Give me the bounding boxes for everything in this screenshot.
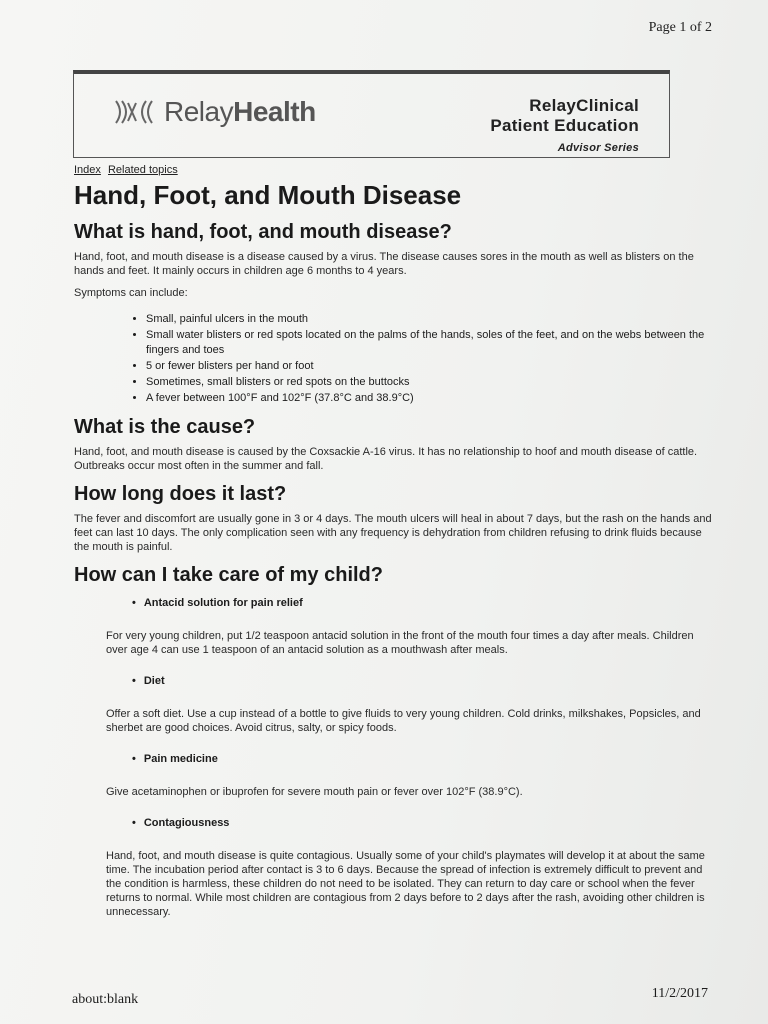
care-item-title: • Contagiousness [132,817,714,829]
product-line-3: Advisor Series [557,142,639,154]
cause-heading: What is the cause? [74,416,256,438]
list-item: • Sometimes, small blisters or red spots on the buttocks [146,375,714,390]
symptoms-intro: Symptoms can include: [74,287,188,299]
relayhealth-logo-icon [112,97,156,127]
page-number: Page 1 of 2 [648,20,712,35]
what-heading: What is hand, foot, and mouth disease? [74,221,452,243]
care-item-text: For very young children, put 1/2 teaspoon antacid solution in the front of the mouth four times a day after meals. Children over age 4 can use 1 teaspoon of an antacid solution as a mouthwash after meals. [106,630,694,656]
product-title [490,96,639,154]
care-item-pain-medicine [74,753,714,799]
article [74,164,714,937]
header-banner [73,70,670,158]
care-item-contagiousness [74,817,714,919]
index-link[interactable]: Index [74,164,101,176]
care-item-title: • Pain medicine [132,753,714,765]
nav-links [74,164,714,176]
symptom-list [74,312,714,406]
footer-date: 11/2/2017 [651,986,708,1001]
list-item: • Small, painful ulcers in the mouth [146,312,714,327]
care-item-text: Hand, foot, and mouth disease is quite contagious. Usually some of your child's playmates will develop it at about the same time. The incubation period after contact is 3 to 6 days. Because the spread of infection is extremely difficult to prevent and the condition is harmless, these children do not need to be isolated. They can return to day care or school when the fever returns to normal. While most children are contagious from 2 days before to 2 days after the rash, avoiding other children is unnecessary. [106,850,705,918]
care-item-text: Give acetaminophen or ibuprofen for severe mouth pain or fever over 102°F (38.9°C). [106,786,523,798]
relayhealth-logo [112,96,316,128]
care-item-antacid [74,597,714,657]
duration-paragraph: The fever and discomfort are usually gone in 3 or 4 days. The mouth ulcers will heal in about 7 days, but the rash on the hands and feet can last 10 days. The only complication seen with any frequency is dehydration from children refusing to drink fluids because the mouth is painful. [74,513,712,553]
duration-heading: How long does it last? [74,483,287,505]
care-item-text: Offer a soft diet. Use a cup instead of a bottle to give fluids to very young children. Cold drinks, milkshakes, Popsicles, and sherbet are good choices. Avoid citrus, salty, or spicy foods. [106,708,701,734]
care-item-diet [74,675,714,735]
list-item: • 5 or fewer blisters per hand or foot [146,359,714,374]
list-item: • A fever between 100°F and 102°F (37.8°C and 38.9°C) [146,391,714,406]
care-item-title: • Antacid solution for pain relief [132,597,714,609]
footer-url: about:blank [72,992,139,1007]
product-line-1: RelayClinical [529,96,639,115]
what-paragraph: Hand, foot, and mouth disease is a disease caused by a virus. The disease causes sores in the mouth as well as blisters on the hands and feet. It mainly occurs in children age 6 months to 4 years. [74,251,694,277]
page-title: Hand, Foot, and Mouth Disease [74,180,462,210]
logo-wordmark: RelayHealth [164,96,316,127]
related-topics-link[interactable]: Related topics [107,164,178,176]
list-item: • Small water blisters or red spots located on the palms of the hands, soles of the feet, and on the webs between the fingers and toes [146,328,714,358]
care-item-title: • Diet [132,675,714,687]
product-line-2: Patient Education [490,116,639,135]
care-heading: How can I take care of my child? [74,564,383,586]
cause-paragraph: Hand, foot, and mouth disease is caused by the Coxsackie A-16 virus. It has no relationship to hoof and mouth disease of cattle. Outbreaks occur most often in the summer and fall. [74,446,698,472]
